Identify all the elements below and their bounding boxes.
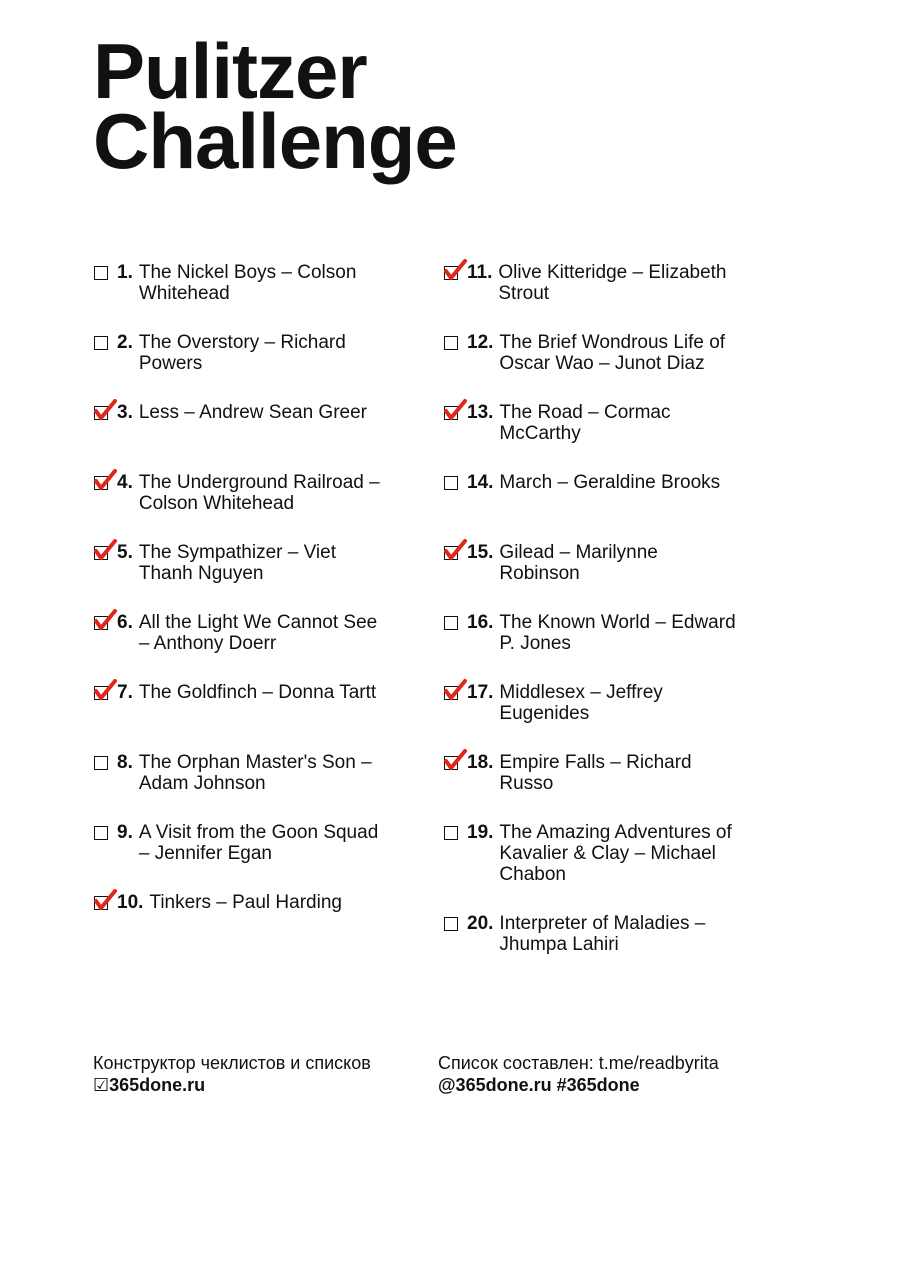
red-checkmark-icon (93, 889, 119, 913)
item-number: 16. (467, 612, 494, 633)
checklist-item (443, 612, 743, 654)
checkbox-square (444, 917, 458, 931)
book-title-author: Tinkers – Paul Harding (149, 892, 342, 913)
item-number: 2. (117, 332, 133, 353)
book-title-author: March – Geraldine Brooks (499, 472, 721, 493)
book-title-author: The Nickel Boys – Colson Whitehead (138, 262, 357, 304)
book-title-author: A Visit from the Goon Squad – Jennifer Egan (138, 822, 379, 864)
checklist-item (93, 332, 393, 374)
checked-checkbox[interactable] (443, 682, 467, 703)
checkbox[interactable] (443, 332, 467, 353)
checklist-item (443, 913, 743, 955)
checklist-item (93, 752, 393, 794)
item-number: 7. (117, 682, 133, 703)
item-number: 14. (467, 472, 494, 493)
book-title-author: Interpreter of Maladies – Jhumpa Lahiri (499, 913, 706, 955)
red-checkmark-icon (93, 469, 119, 493)
checklist-item (443, 752, 743, 794)
item-number: 15. (467, 542, 494, 563)
item-number: 19. (467, 822, 494, 843)
book-title-author: Gilead – Marilynne Robinson (499, 542, 658, 584)
checklist-item (443, 262, 743, 304)
book-title-author: Less – Andrew Sean Greer (138, 402, 367, 423)
item-number: 1. (117, 262, 133, 283)
item-number: 4. (117, 472, 133, 493)
footer-credits-right (438, 1052, 719, 1096)
title-line-2: Challenge (93, 97, 457, 185)
checkbox-square (94, 336, 108, 350)
checklist-item (93, 472, 393, 514)
red-checkmark-icon (93, 539, 119, 563)
book-title-author: The Overstory – Richard Powers (138, 332, 346, 374)
red-checkmark-icon (93, 399, 119, 423)
footer-tags: @365done.ru #365done (438, 1075, 640, 1095)
checklist-column-right (443, 262, 743, 983)
red-checkmark-icon (443, 259, 469, 283)
book-title-author: The Known World – Edward P. Jones (499, 612, 736, 654)
book-title-author: The Sympathizer – Viet Thanh Nguyen (138, 542, 336, 584)
book-title-author: Empire Falls – Richard Russo (499, 752, 692, 794)
checkbox-square (444, 476, 458, 490)
checkbox[interactable] (443, 822, 467, 843)
checkbox-square (94, 266, 108, 280)
item-number: 17. (467, 682, 494, 703)
item-number: 5. (117, 542, 133, 563)
checked-checkbox[interactable] (93, 542, 117, 563)
checkbox-square (444, 336, 458, 350)
checklist-item (443, 542, 743, 584)
checkbox[interactable] (93, 262, 117, 283)
checklist-item (443, 682, 743, 724)
checklist-item (443, 402, 743, 444)
checkbox-square (444, 826, 458, 840)
page-title (93, 27, 457, 185)
book-title-author: The Underground Railroad – Colson Whitehead (138, 472, 380, 514)
red-checkmark-icon (443, 539, 469, 563)
item-number: 11. (467, 262, 493, 283)
checkbox-square (94, 826, 108, 840)
checklist-item (93, 612, 393, 654)
item-number: 10. (117, 892, 144, 913)
checklist-item (93, 892, 393, 934)
item-number: 8. (117, 752, 133, 773)
footer-author-text: Список составлен: t.me/readbyrita (438, 1053, 719, 1073)
checked-checkbox[interactable] (443, 542, 467, 563)
book-title-author: The Goldfinch – Donna Tartt (138, 682, 377, 703)
red-checkmark-icon (443, 749, 469, 773)
checked-checkbox[interactable] (443, 752, 467, 773)
checkbox-square (444, 616, 458, 630)
checkbox[interactable] (93, 752, 117, 773)
red-checkmark-icon (443, 679, 469, 703)
title-line-1: Pulitzer (93, 27, 367, 115)
checked-checkbox[interactable] (443, 402, 467, 423)
item-number: 18. (467, 752, 494, 773)
book-title-author: The Orphan Master's Son – Adam Johnson (138, 752, 372, 794)
book-title-author: Olive Kitteridge – Elizabeth Strout (498, 262, 727, 304)
checked-checkbox[interactable] (93, 472, 117, 493)
checked-checkbox[interactable] (93, 402, 117, 423)
red-checkmark-icon (93, 609, 119, 633)
checklist-item (93, 402, 393, 444)
checklist-item (443, 472, 743, 514)
footer-credits-left (93, 1052, 371, 1096)
item-number: 13. (467, 402, 494, 423)
book-title-author: The Road – Cormac McCarthy (499, 402, 671, 444)
checked-checkbox[interactable] (93, 612, 117, 633)
checklist-column-left (93, 262, 393, 962)
item-number: 6. (117, 612, 133, 633)
checkbox[interactable] (93, 332, 117, 353)
checkbox-square (94, 756, 108, 770)
checked-checkbox[interactable] (93, 682, 117, 703)
checkbox[interactable] (93, 822, 117, 843)
book-title-author: The Brief Wondrous Life of Oscar Wao – Junot Diaz (499, 332, 726, 374)
red-checkmark-icon (443, 399, 469, 423)
item-number: 20. (467, 913, 494, 934)
checkbox[interactable] (443, 472, 467, 493)
checked-checkbox[interactable] (443, 262, 467, 283)
checklist-item (93, 682, 393, 724)
checkbox[interactable] (443, 612, 467, 633)
checked-checkbox[interactable] (93, 892, 117, 913)
item-number: 3. (117, 402, 133, 423)
red-checkmark-icon (93, 679, 119, 703)
checklist-item (93, 262, 393, 304)
checklist-item (443, 332, 743, 374)
footer-site-link[interactable]: ☑365done.ru (93, 1075, 206, 1095)
book-title-author: All the Light We Cannot See – Anthony Doerr (138, 612, 378, 654)
item-number: 9. (117, 822, 133, 843)
book-title-author: The Amazing Adventures of Kavalier & Clay – Michael Chabon (499, 822, 732, 885)
footer-constructor-text: Конструктор чеклистов и списков (93, 1053, 371, 1073)
checkbox[interactable] (443, 913, 467, 934)
checklist-item (443, 822, 743, 885)
item-number: 12. (467, 332, 494, 353)
book-title-author: Middlesex – Jeffrey Eugenides (499, 682, 663, 724)
checklist-item (93, 542, 393, 584)
checklist-item (93, 822, 393, 864)
